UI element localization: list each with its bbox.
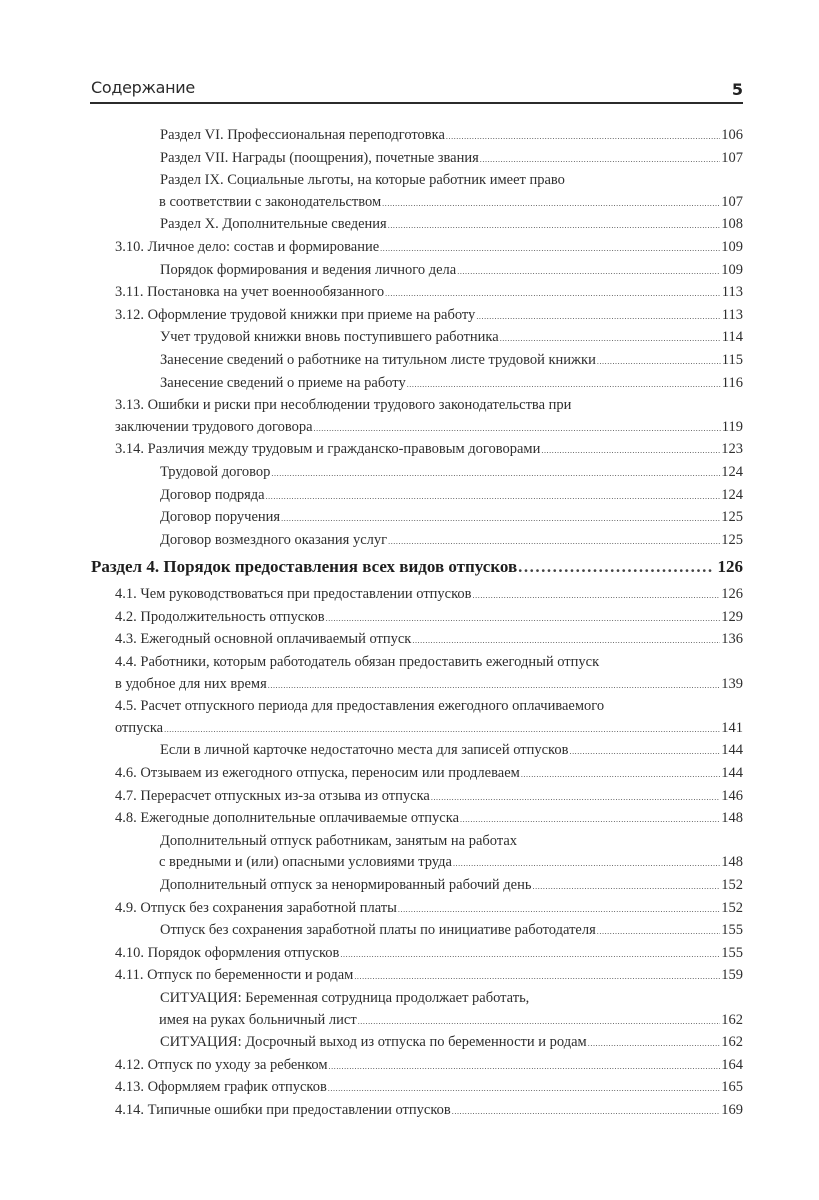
dot-leader — [569, 741, 720, 763]
toc-entry[interactable] — [0, 462, 819, 485]
toc-entry-title: Договор поручения — [160, 509, 281, 526]
toc-entry-page: 141 — [721, 719, 743, 736]
toc-entry-page: 152 — [721, 877, 743, 893]
toc-entry-page: 108 — [721, 216, 743, 233]
dot-leader — [281, 508, 720, 530]
dot-leader — [412, 630, 720, 652]
toc-entry[interactable] — [0, 237, 819, 260]
toc-entry-page: 113 — [721, 284, 743, 301]
toc-entry-page: 162 — [721, 1034, 743, 1051]
toc-entry[interactable] — [0, 305, 819, 328]
toc-entry-page: 169 — [721, 1101, 743, 1118]
toc-entry-title: 4.1. Чем руководствоваться при предоставлении отпусков — [115, 586, 472, 603]
toc-entry-title-line1: СИТУАЦИЯ: Беременная сотрудница продолжает работать, — [160, 989, 530, 1006]
toc-entry-page: 116 — [721, 374, 743, 391]
page-number: 5 — [731, 80, 743, 99]
toc-entry-page: 146 — [721, 787, 743, 804]
dot-leader — [500, 328, 721, 350]
toc-entry-title: Занесение сведений о приеме на работу — [160, 374, 406, 391]
dot-leader — [380, 238, 720, 260]
toc-entry-page: 119 — [721, 418, 743, 435]
toc-entry-title: Раздел X. Дополнительные сведения — [160, 216, 387, 233]
toc-entry-title: Раздел VI. Профессиональная переподготовка — [160, 127, 445, 143]
toc-entry-page: 162 — [721, 1011, 743, 1028]
toc-entry[interactable] — [0, 1055, 819, 1078]
toc-entry-title: 4.10. Порядок оформления отпусков — [115, 944, 340, 961]
toc-entry-title: Договор подряда — [160, 486, 265, 503]
dot-leader — [446, 126, 720, 148]
toc-entry-title-line1: Дополнительный отпуск работникам, занятым на работах — [160, 832, 518, 849]
toc-entry[interactable] — [0, 373, 819, 396]
toc-entry-page: 124 — [721, 463, 743, 480]
toc-entry-page: 155 — [721, 922, 743, 939]
toc-entry-page: 115 — [721, 351, 743, 368]
toc-section-title: Раздел 4. Порядок предоставления всех видов отпусков — [91, 557, 518, 577]
toc-entry[interactable] — [0, 584, 819, 607]
toc-entry[interactable] — [0, 920, 819, 943]
toc-entry[interactable] — [0, 1100, 819, 1123]
toc-entry-title-line2: в соответствии с законодательством — [159, 193, 382, 210]
running-header — [90, 76, 743, 104]
toc-entry[interactable] — [0, 507, 819, 530]
toc-entry[interactable] — [0, 170, 819, 214]
toc-entry-page: 114 — [721, 329, 743, 346]
toc-entry-title-line1: Раздел IX. Социальные льготы, на которые работник имеет право — [160, 172, 565, 189]
toc-entry-title-line2: заключении трудового договора — [115, 418, 313, 435]
toc-entry-page: 165 — [721, 1079, 743, 1096]
toc-entry[interactable] — [0, 1032, 819, 1055]
toc-entry[interactable] — [0, 875, 819, 898]
dot-leader — [597, 921, 720, 943]
toc-entry-page: 136 — [721, 631, 743, 648]
toc-entry-page: 126 — [721, 586, 743, 603]
toc-entry[interactable] — [0, 763, 819, 786]
toc-entry-page: 152 — [721, 899, 743, 916]
toc-entry-title: 3.10. Личное дело: состав и формирование — [115, 238, 380, 255]
dot-leader — [588, 1033, 721, 1055]
dot-leader — [266, 486, 721, 508]
toc-entry[interactable] — [0, 327, 819, 350]
toc-entry[interactable] — [0, 831, 819, 875]
toc-entry-page: 155 — [721, 944, 743, 961]
toc-entry-title: Отпуск без сохранения заработной платы по инициативе работодателя — [160, 922, 596, 939]
toc-entry[interactable] — [0, 786, 819, 809]
toc-entry-title: Порядок формирования и ведения личного дела — [160, 261, 457, 278]
toc-entry-title: 4.8. Ежегодные дополнительные оплачиваемые отпуска — [115, 810, 459, 827]
toc-entry-title: Занесение сведений о работнике на титульном листе трудовой книжки — [160, 351, 596, 368]
toc-entry[interactable] — [0, 696, 819, 740]
toc-entry-title: Трудовой договор — [160, 463, 271, 480]
dot-leader — [518, 555, 712, 579]
toc-entry-title: 3.14. Различия между трудовым и гражданско-правовым договорами — [115, 441, 541, 458]
dot-leader — [271, 463, 720, 485]
toc-entry-page: 113 — [721, 306, 743, 323]
dot-leader — [268, 675, 721, 697]
toc-entry-title: Дополнительный отпуск за ненормированный рабочий день — [160, 877, 532, 893]
toc-entry-page: 148 — [721, 854, 743, 871]
toc-entry[interactable] — [0, 485, 819, 508]
toc-entry[interactable] — [0, 395, 819, 439]
toc-entry-title: 4.9. Отпуск без сохранения заработной платы — [115, 899, 397, 916]
dot-leader — [388, 531, 720, 553]
toc-entry-title-line2: в удобное для них время — [115, 675, 267, 692]
dot-leader — [314, 418, 721, 440]
toc-entry-title-line2: отпуска — [115, 719, 164, 736]
dot-leader — [164, 719, 720, 741]
dot-leader — [460, 809, 720, 831]
dot-leader — [388, 215, 721, 237]
toc-section-heading[interactable] — [0, 555, 819, 579]
toc-entry[interactable] — [0, 740, 819, 763]
toc-entry-title: 4.2. Продолжительность отпусков — [115, 608, 325, 625]
toc-entry-title: 3.12. Оформление трудовой книжки при приеме на работу — [115, 306, 476, 323]
toc-entry-title: 4.7. Перерасчет отпускных из-за отзыва из отпуска — [115, 787, 430, 804]
toc-entry-title: 4.13. Оформляем график отпусков — [115, 1079, 327, 1096]
toc-entry-title: Если в личной карточке недостаточно места для записей отпусков — [160, 742, 569, 759]
toc-entry[interactable] — [0, 350, 819, 373]
toc-entry-page: 123 — [721, 441, 743, 458]
dot-leader — [326, 608, 721, 630]
dot-leader — [329, 1056, 721, 1078]
toc-entry-title: 4.14. Типичные ошибки при предоставлении отпусков — [115, 1101, 451, 1118]
toc-entry-title: 4.12. Отпуск по уходу за ребенком — [115, 1056, 328, 1073]
toc-entry-page: 148 — [721, 810, 743, 827]
toc-entry-page: 107 — [721, 149, 743, 166]
toc-entry-page: 139 — [721, 675, 743, 692]
dot-leader — [452, 1101, 721, 1123]
toc-entry-page: 109 — [721, 238, 743, 255]
toc-entry[interactable] — [0, 629, 819, 652]
dot-leader — [328, 1078, 720, 1100]
dot-leader — [398, 899, 720, 921]
dot-leader — [453, 853, 720, 875]
toc-entry-title-line1: 3.13. Ошибки и риски при несоблюдении трудового законодательства при — [115, 397, 572, 414]
toc-entry[interactable] — [0, 1077, 819, 1100]
dot-leader — [457, 261, 720, 283]
toc-entry-title-line2: имея на руках больничный лист — [159, 1011, 357, 1028]
dot-leader — [407, 374, 721, 396]
toc-entry[interactable] — [0, 607, 819, 630]
toc-entry[interactable] — [0, 898, 819, 921]
toc-entry-title: Учет трудовой книжки вновь поступившего работника — [160, 329, 499, 346]
toc-entry-page: 125 — [721, 531, 743, 548]
toc-entry[interactable] — [0, 214, 819, 237]
toc-entry[interactable] — [0, 282, 819, 305]
toc-entry-page: 164 — [721, 1056, 743, 1073]
toc-entry-page: 159 — [721, 967, 743, 984]
toc-entry[interactable] — [0, 148, 819, 171]
toc-entry[interactable] — [0, 808, 819, 831]
toc-entry-page: 109 — [721, 261, 743, 278]
running-header-title: Содержание — [91, 78, 195, 97]
toc-entry-title: Раздел VII. Награды (поощрения), почетные звания — [160, 149, 479, 166]
table-of-contents — [0, 125, 819, 1123]
toc-entry[interactable] — [0, 530, 819, 553]
dot-leader — [473, 585, 721, 607]
toc-entry-page: 144 — [721, 765, 743, 782]
toc-entry-title: 4.3. Ежегодный основной оплачиваемый отпуск — [115, 631, 412, 648]
toc-entry-title: Договор возмездного оказания услуг — [160, 531, 388, 548]
dot-leader — [597, 351, 721, 373]
toc-section-page: 126 — [717, 557, 743, 577]
dot-leader — [541, 440, 720, 462]
toc-entry-title: 4.6. Отзываем из ежегодного отпуска, переносим или продлеваем — [115, 765, 520, 782]
toc-entry[interactable] — [0, 988, 819, 1032]
toc-entry[interactable] — [0, 260, 819, 283]
toc-entry-title-line1: 4.5. Расчет отпускного периода для предоставления ежегодного оплачиваемого — [115, 698, 605, 715]
toc-entry[interactable] — [0, 439, 819, 462]
dot-leader — [476, 306, 720, 328]
dot-leader — [382, 193, 720, 215]
dot-leader — [385, 283, 721, 305]
toc-entry-page: 124 — [721, 486, 743, 503]
dot-leader — [533, 876, 721, 898]
dot-leader — [354, 966, 720, 988]
toc-entry-title: СИТУАЦИЯ: Досрочный выход из отпуска по беременности и родам — [160, 1034, 587, 1051]
toc-entry[interactable] — [0, 652, 819, 696]
dot-leader — [521, 764, 720, 786]
toc-entry[interactable] — [0, 965, 819, 988]
toc-entry-title: 4.11. Отпуск по беременности и родам — [115, 967, 354, 984]
dot-leader — [480, 149, 720, 171]
toc-entry-page: 107 — [721, 193, 743, 210]
toc-entry-page: 106 — [721, 127, 743, 143]
toc-entry-page: 125 — [721, 509, 743, 526]
dot-leader — [431, 787, 720, 809]
toc-entry-title-line1: 4.4. Работники, которым работодатель обязан предоставить ежегодный отпуск — [115, 654, 600, 671]
toc-entry-title-line2: с вредными и (или) опасными условиями труда — [159, 854, 452, 871]
dot-leader — [358, 1011, 721, 1033]
dot-leader — [340, 944, 720, 966]
toc-entry-title: 3.11. Постановка на учет военнообязанного — [115, 284, 385, 301]
toc-entry-page: 129 — [721, 608, 743, 625]
toc-entry-page: 144 — [721, 742, 743, 759]
toc-entry[interactable] — [0, 943, 819, 966]
toc-entry[interactable] — [0, 125, 819, 148]
